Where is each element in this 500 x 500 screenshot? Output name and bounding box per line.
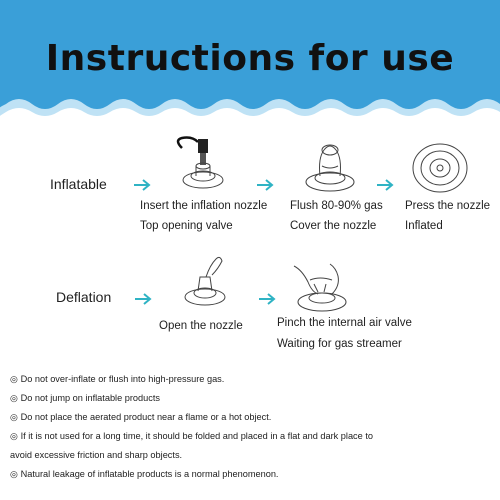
arrow-right-icon [133,179,151,191]
arrow-right-icon [256,179,274,191]
step-inflate-3-line2: Inflated [405,220,443,232]
step-deflate-1-line1: Open the nozzle [159,320,243,332]
valve-with-pump-nozzle-icon [172,136,232,196]
step-deflate-2-line2: Waiting for gas streamer [277,338,402,350]
deflation-label: Deflation [56,289,112,305]
step-inflate-3-line1: Press the nozzle [405,200,491,212]
closed-valve-top-view-icon [410,140,470,196]
arrow-right-icon [134,293,152,305]
valve-plug-icon [300,138,360,194]
step-inflate-1-line1: Insert the inflation nozzle [140,200,268,212]
note-item: ◎ Do not jump on inflatable products [10,393,160,403]
open-valve-icon [180,253,230,309]
arrow-right-icon [376,179,394,191]
page-title: Instructions for use [45,38,455,79]
step-deflate-2-line1: Pinch the internal air valve [277,317,412,329]
inflatable-label: Inflatable [50,176,107,192]
step-inflate-2-line2: Cover the nozzle [290,220,377,232]
step-inflate-1-line2: Top opening valve [140,220,233,232]
note-item: ◎ If it is not used for a long time, it should be folded and placed in a flat and dark place to [10,431,373,441]
note-item: avoid excessive friction and sharp objects. [10,450,183,460]
hand-pinching-valve-icon [290,262,356,314]
arrow-right-icon [258,293,276,305]
note-item: ◎ Do not over-inflate or flush into high-pressure gas. [10,374,225,384]
step-inflate-2-line1: Flush 80-90% gas [290,200,383,212]
note-item: ◎ Do not place the aerated product near a flame or a hot object. [10,412,272,422]
notes-list [10,370,490,484]
note-item: ◎ Natural leakage of inflatable products is a normal phenomenon. [10,469,279,479]
header-banner [0,0,500,120]
